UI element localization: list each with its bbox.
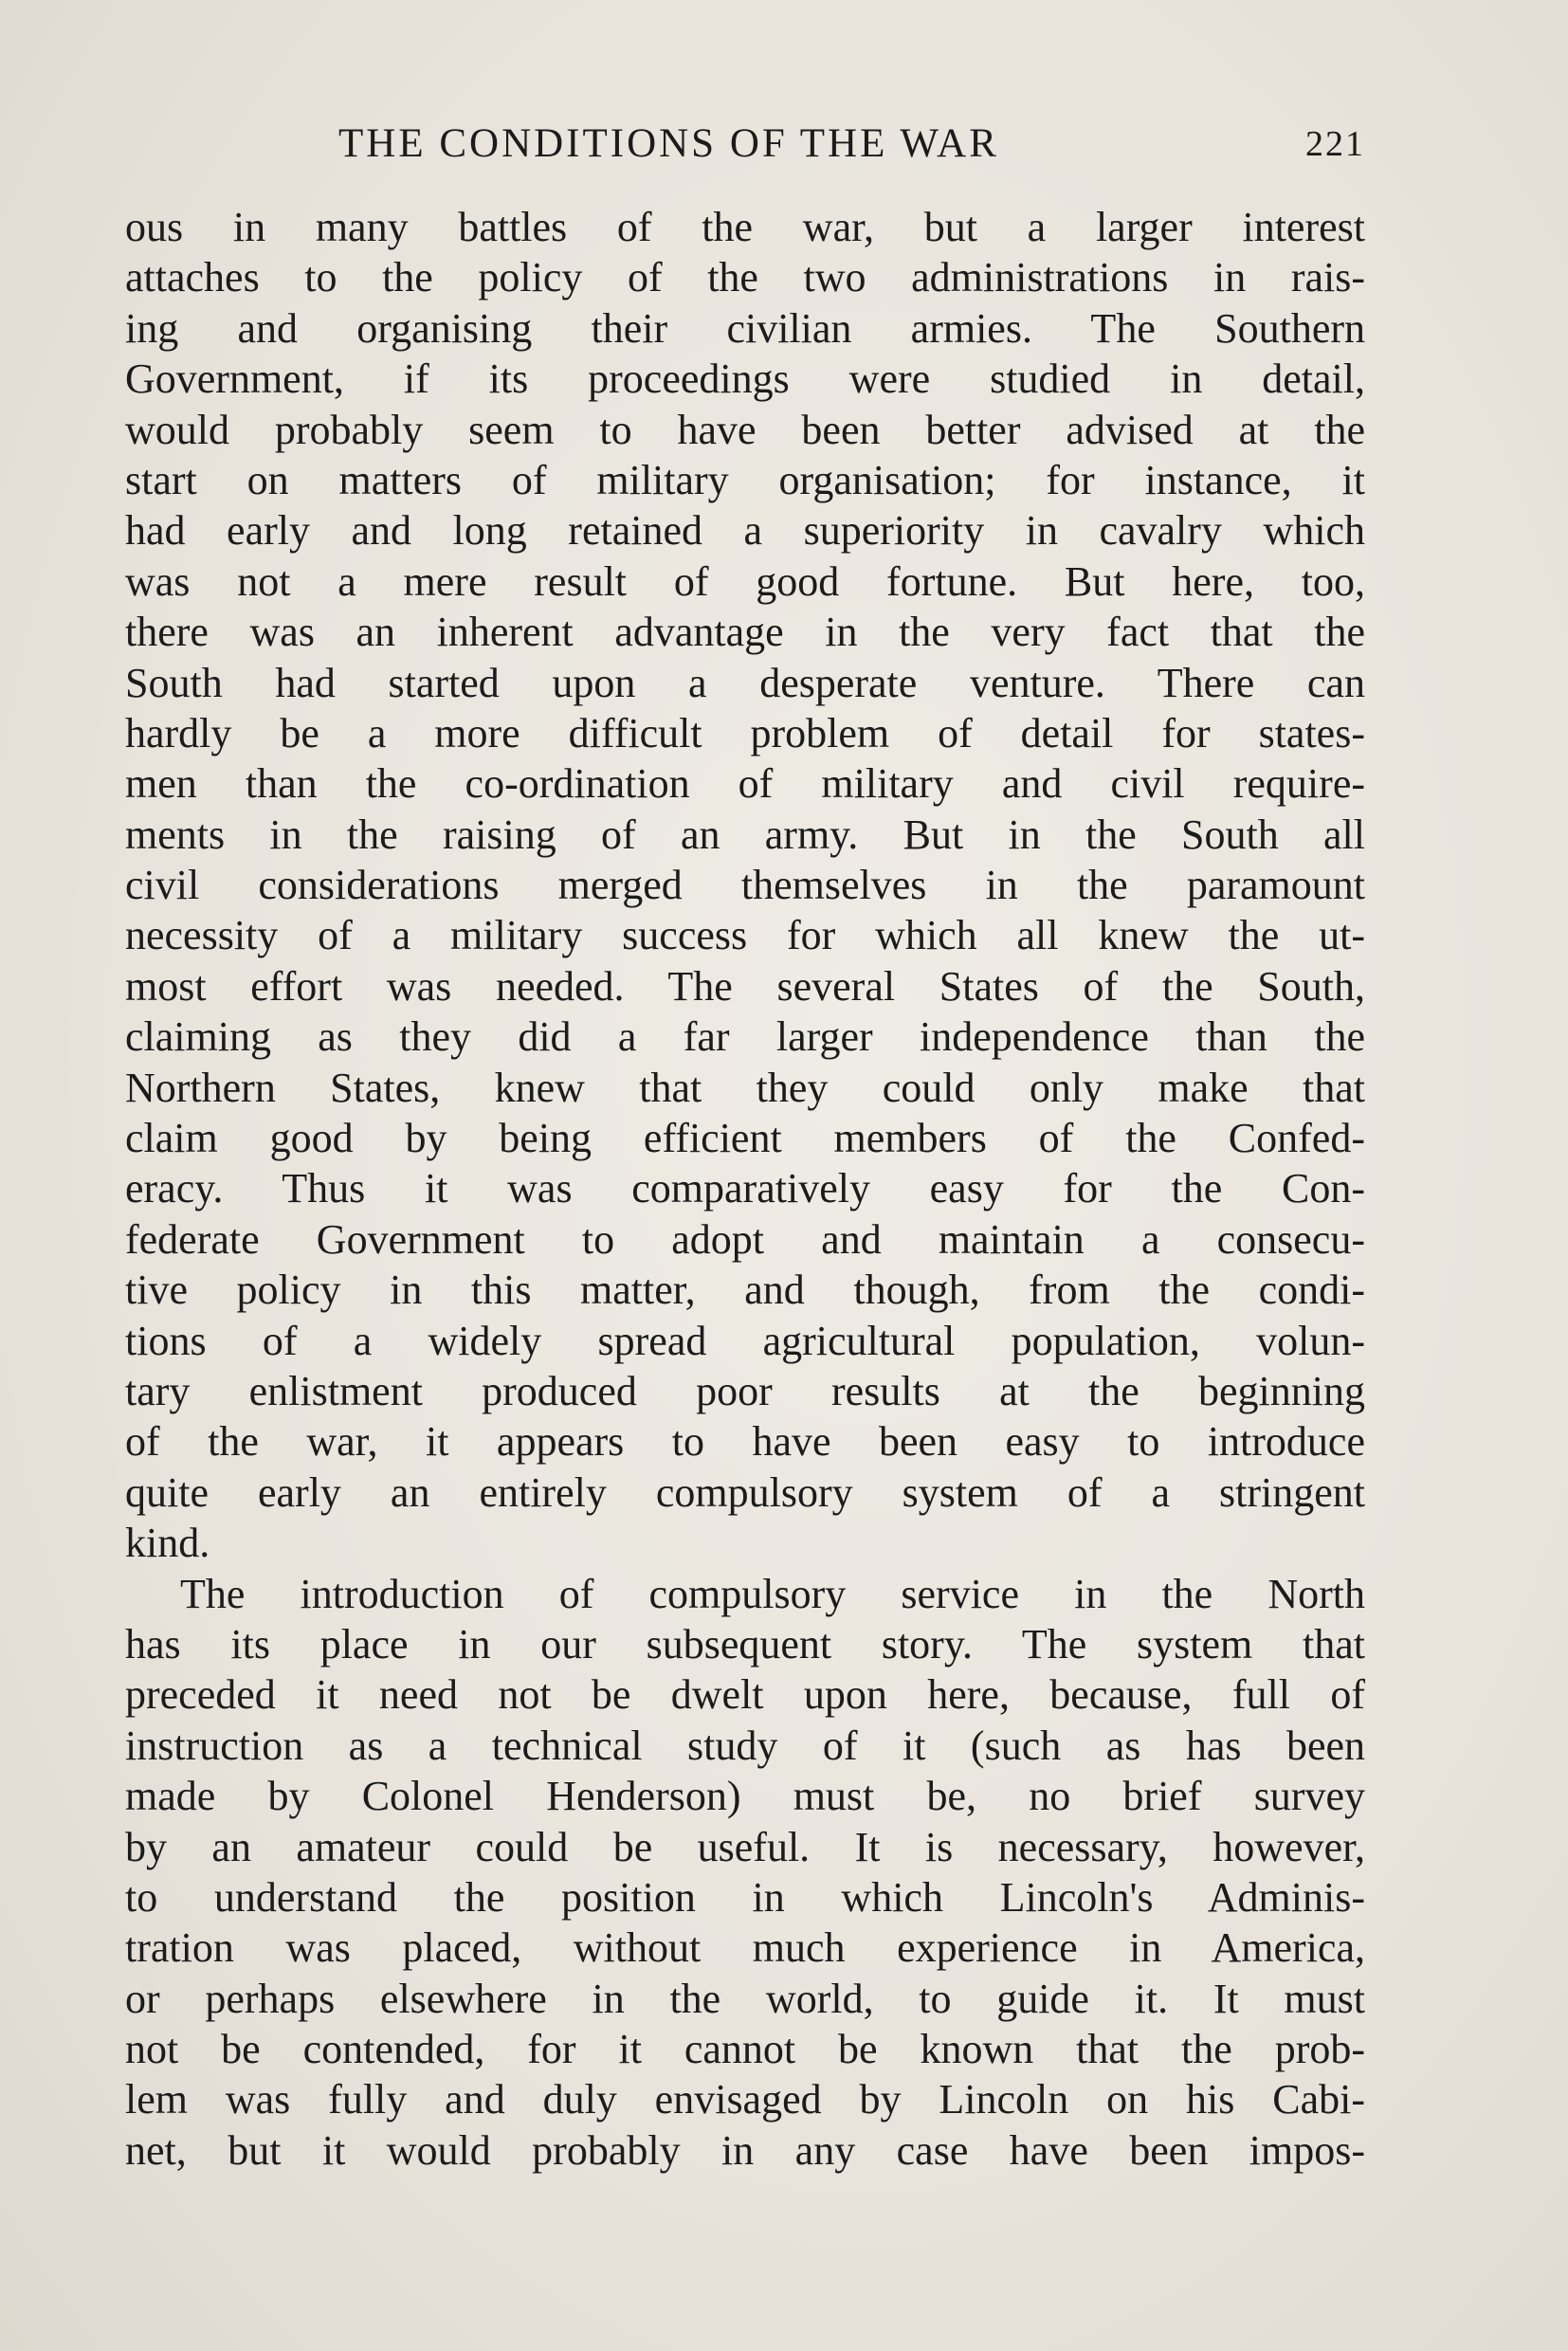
- text-line: instruction as a technical study of it (such as has been: [125, 1722, 1365, 1769]
- text-line: ous in many battles of the war, but a larger interest: [125, 204, 1365, 250]
- text-line: net, but it would probably in any case have been impos-: [125, 2126, 1365, 2174]
- text-line: tration was placed, without much experience in America,: [125, 1924, 1365, 1972]
- text-line: civil considerations merged themselves in the paramount: [125, 862, 1365, 909]
- text-line: quite early an entirely compulsory system of a stringent: [125, 1468, 1365, 1516]
- text-line: necessity of a military success for which all knew the ut-: [125, 912, 1365, 959]
- text-line: attaches to the policy of the two administrations in rais-: [125, 254, 1365, 301]
- text-line: lem was fully and duly envisaged by Lincoln on his Cabi-: [125, 2076, 1365, 2123]
- text-line: by an amateur could be useful. It is necessary, however,: [125, 1823, 1365, 1870]
- running-title: THE CONDITIONS OF THE WAR: [338, 121, 999, 166]
- text-line: most effort was needed. The several States of the South,: [125, 962, 1365, 1010]
- text-line: South had started upon a desperate venture. There can: [125, 659, 1365, 706]
- text-line: start on matters of military organisation; for instance, it: [125, 456, 1365, 503]
- text-line: has its place in our subsequent story. The system that: [125, 1620, 1365, 1668]
- text-line: not be contended, for it cannot be known that the prob-: [125, 2026, 1365, 2073]
- text-line: was not a mere result of good fortune. But here, too,: [125, 557, 1365, 605]
- text-line: eracy. Thus it was comparatively easy for the Con-: [125, 1165, 1365, 1212]
- text-line: Government, if its proceedings were studied in detail,: [125, 355, 1365, 403]
- text-line: to understand the position in which Lincoln's Adminis-: [125, 1873, 1365, 1921]
- text-line: ing and organising their civilian armies. The Southern: [125, 304, 1365, 352]
- text-line: tive policy in this matter, and though, from the condi-: [125, 1267, 1365, 1314]
- text-line: kind.: [125, 1520, 210, 1567]
- text-line: preceded it need not be dwelt upon here, because, full of: [125, 1671, 1365, 1719]
- text-line: tions of a widely spread agricultural population, volun-: [125, 1317, 1365, 1364]
- text-line: there was an inherent advantage in the very fact that the: [125, 609, 1365, 656]
- text-line: claiming as they did a far larger independence than the: [125, 1013, 1365, 1061]
- text-line: tary enlistment produced poor results at the beginning: [125, 1367, 1365, 1414]
- text-line: of the war, it appears to have been easy to introduce: [125, 1418, 1365, 1466]
- text-line: would probably seem to have been better advised at the: [125, 406, 1365, 453]
- text-line: federate Government to adopt and maintain a consecu-: [125, 1215, 1365, 1263]
- text-line: hardly be a more difficult problem of detail for states-: [125, 709, 1365, 756]
- text-line: The introduction of compulsory service in the North: [180, 1570, 1365, 1617]
- text-line: Northern States, knew that they could only make that: [125, 1064, 1365, 1111]
- running-head: [123, 116, 1365, 173]
- body-text: [125, 202, 1365, 2176]
- text-line: or perhaps elsewhere in the world, to guide it. It must: [125, 1975, 1365, 2022]
- text-line: ments in the raising of an army. But in the South all: [125, 811, 1365, 858]
- text-line: made by Colonel Henderson) must be, no brief survey: [125, 1773, 1365, 1820]
- text-line: had early and long retained a superiority in cavalry which: [125, 507, 1365, 555]
- text-line: claim good by being efficient members of the Confed-: [125, 1115, 1365, 1162]
- page-number: 221: [1305, 124, 1365, 164]
- text-line: men than the co-ordination of military and civil require-: [125, 760, 1365, 808]
